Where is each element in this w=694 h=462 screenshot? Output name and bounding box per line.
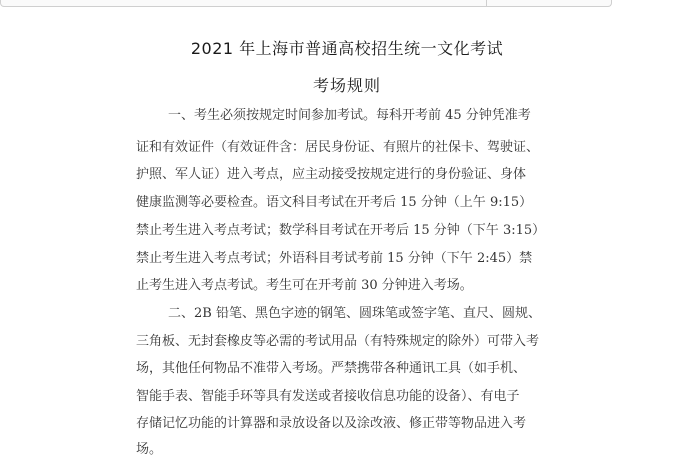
document-subtitle: 考场规则 (312, 76, 381, 95)
paragraph-line: 存储记忆功能的计算器和录放设备以及涂改液、修正带等物品进入考 (136, 416, 527, 431)
paragraph-line: 三角板、无封套橡皮等必需的考试用品（有特殊规定的除外）可带入考 (136, 334, 540, 349)
paragraph-line: 禁止考生进入考点考试；外语科目考试考前 15 分钟（下午 2:45）禁 (136, 251, 533, 266)
paragraph-line: 二、2B 铅笔、黑色字迹的钢笔、圆珠笔或签字笔、直尺、圆规、 (168, 306, 541, 321)
paragraph-line: 禁止考生进入考点考试；数学科目考试在开考后 15 分钟（下午 3:15） (136, 223, 546, 238)
paragraph-line: 健康监测等必要检查。语文科目考试在开考后 15 分钟（上午 9:15） (136, 195, 533, 210)
paragraph-line: 一、考生必须按规定时间参加考试。每科开考前 45 分钟凭准考 (168, 108, 531, 123)
paragraph-line: 智能手表、智能手环等具有发送或者接收信息功能的设备）、有电子 (136, 389, 520, 404)
paragraph-line: 场。 (136, 442, 163, 457)
paragraph-line: 止考生进入考点考试。考生可在开考前 30 分钟进入考场。 (136, 278, 473, 293)
paragraph-line: 证和有效证件（有效证件含：居民身份证、有照片的社保卡、驾驶证、 (136, 140, 540, 155)
paragraph-line: 场，其他任何物品不准带入考场。严禁携带各种通讯工具（如手机、 (136, 361, 527, 376)
document-title: 2021 年上海市普通高校招生统一文化考试 (190, 39, 504, 58)
paragraph-line: 护照、军人证）进入考点，应主动接受按规定进行的身份验证、身体 (136, 167, 527, 182)
